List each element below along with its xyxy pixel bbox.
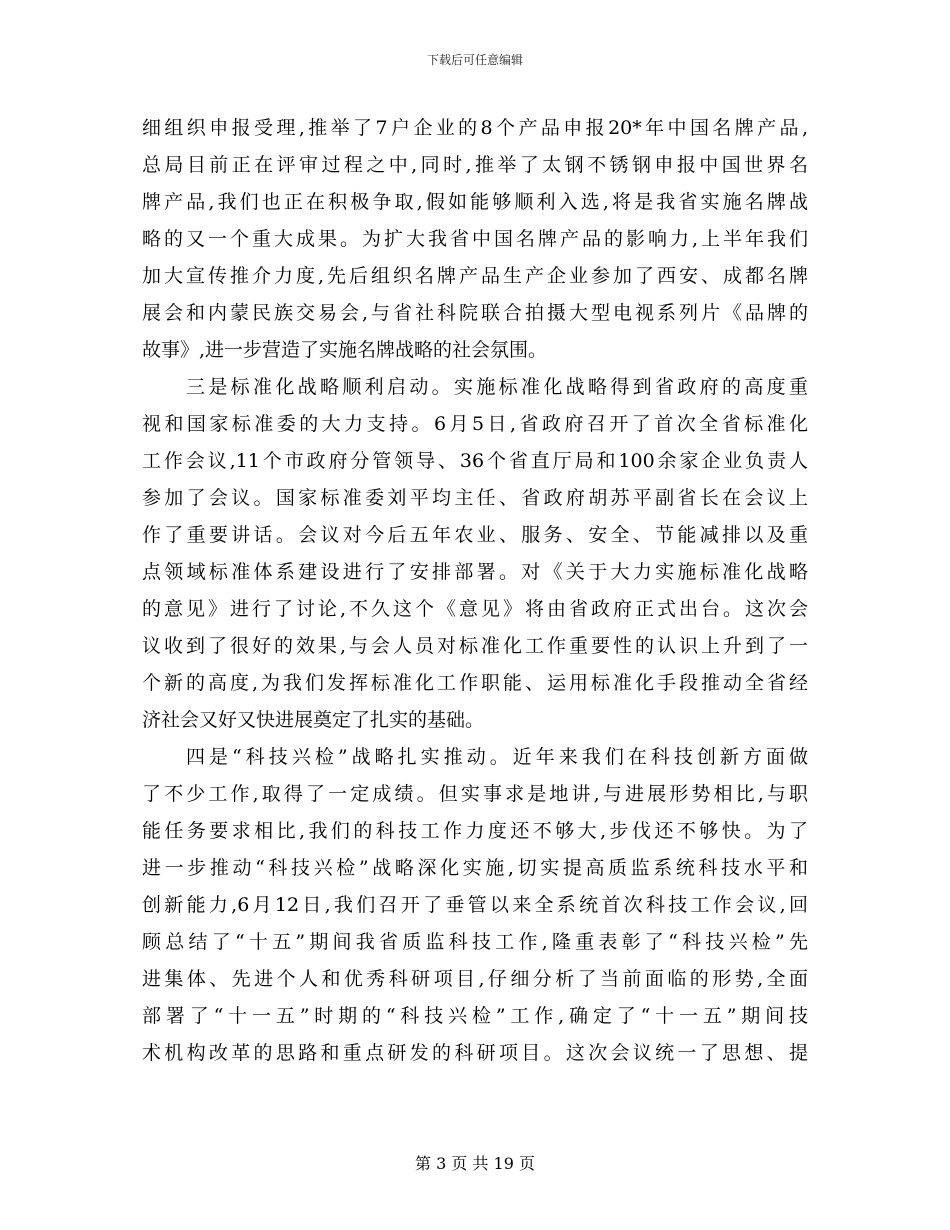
text-line: 部署了“十一五”时期的“科技兴检”工作,确定了“十一五”期间技 [142, 1005, 808, 1027]
text-line: 术机构改革的思路和重点研发的科研项目。这次会议统一了思想、提 [142, 1042, 808, 1064]
text-line: 个新的高度,为我们发挥标准化工作职能、运用标准化手段推动全省经 [142, 672, 808, 694]
text-line: 略的又一个重大成果。为扩大我省中国名牌产品的影响力,上半年我们 [142, 228, 808, 250]
text-line: 议收到了很好的效果,与会人员对标准化工作重要性的认识上升到了一 [142, 635, 808, 657]
text-line: 创新能力,6月12日,我们召开了垂管以来全系统首次科技工作会议,回 [142, 894, 808, 916]
text-line: 工作会议,11个市政府分管领导、36个省直厅局和100余家企业负责人 [142, 450, 808, 472]
page-footer: 第 3 页 共 19 页 [415, 1154, 535, 1173]
text-line: 的意见》进行了讨论,不久这个《意见》将由省政府正式出台。这次会 [142, 598, 808, 620]
text-line: 进集体、先进个人和优秀科研项目,仔细分析了当前面临的形势,全面 [142, 968, 808, 990]
text-line: 牌产品,我们也正在积极争取,假如能够顺利入选,将是我省实施名牌战 [142, 191, 808, 213]
text-line: 能任务要求相比,我们的科技工作力度还不够大,步伐还不够快。为了 [142, 820, 808, 842]
text-line: 顾总结了“十五”期间我省质监科技工作,隆重表彰了“科技兴检”先 [142, 931, 808, 953]
text-line: 参加了会议。国家标准委刘平均主任、省政府胡苏平副省长在会议上 [142, 487, 808, 509]
text-line: 总局目前正在评审过程之中,同时,推举了太钢不锈钢申报中国世界名 [142, 154, 808, 176]
text-line: 细组织申报受理,推举了7户企业的8个产品申报20*年中国名牌产品, [142, 117, 808, 139]
text-line: 点领域标准体系建设进行了安排部署。对《关于大力实施标准化战略 [142, 561, 808, 583]
paragraph-start-line: 四是“科技兴检”战略扎实推动。近年来我们在科技创新方面做 [186, 746, 808, 768]
document-body [142, 110, 808, 1072]
page-header: 下载后可任意编辑 [426, 53, 523, 67]
text-line: 进一步推动“科技兴检”战略深化实施,切实提高质监系统科技水平和 [142, 857, 808, 879]
paragraph-start-line: 三是标准化战略顺利启动。实施标准化战略得到省政府的高度重 [186, 376, 808, 398]
text-line: 作了重要讲话。会议对今后五年农业、服务、安全、节能减排以及重 [142, 524, 808, 546]
text-line: 视和国家标准委的大力支持。6月5日,省政府召开了首次全省标准化 [142, 413, 808, 435]
text-line: 故事》,进一步营造了实施名牌战略的社会氛围。 [142, 339, 548, 361]
text-line: 加大宣传推介力度,先后组织名牌产品生产企业参加了西安、成都名牌 [142, 265, 808, 287]
text-line: 了不少工作,取得了一定成绩。但实事求是地讲,与进展形势相比,与职 [142, 783, 808, 805]
text-line: 济社会又好又快进展奠定了扎实的基础。 [142, 709, 485, 731]
text-line: 展会和内蒙民族交易会,与省社科院联合拍摄大型电视系列片《品牌的 [142, 302, 808, 324]
